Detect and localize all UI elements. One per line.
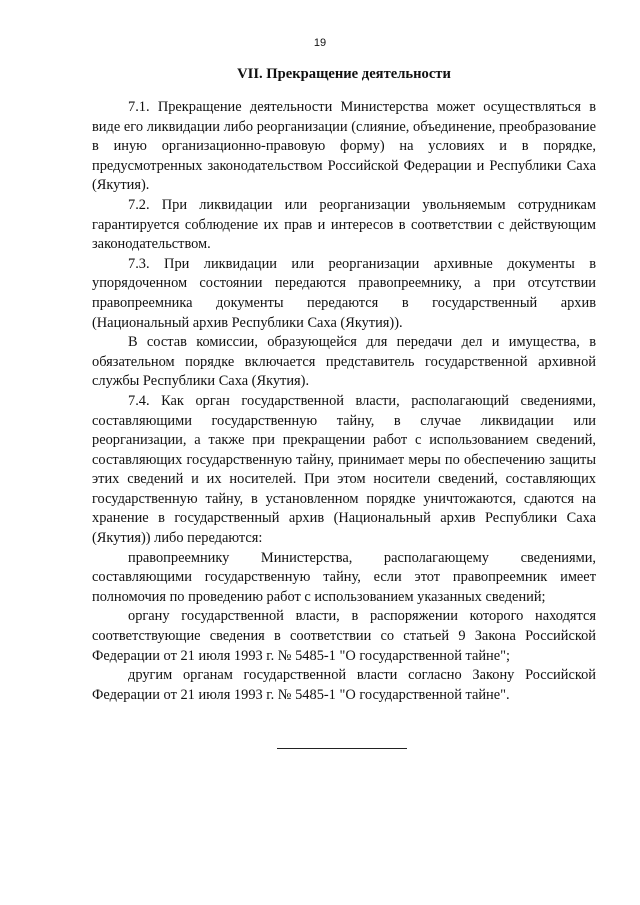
page-number: 19 bbox=[313, 37, 327, 49]
paragraph-commission: В состав комиссии, образующейся для передачи дел и имущества, в обязательном порядке включается представитель государственной архивной службы Республики Саха (Якутия). bbox=[92, 334, 596, 390]
paragraph-7-4: 7.4. Как орган государственной власти, располагающий сведениями, составляющими государственную тайну, в случае ликвидации или реорганизации, а также при прекращении работ с использованием сведений, составляющих государственную тайну, принимает меры по обеспечению защиты этих сведений и их носителей. При этом носители сведений, составляющих государственную тайну, в установленном порядке уничтожаются, сдаются на хранение в государственный архив (Национальный архив Республики Саха (Якутия)) либо передаются: bbox=[92, 392, 596, 547]
paragraph-7-3: 7.3. При ликвидации или реорганизации архивные документы в упорядоченном состоянии передаются правопреемнику, а при отсутствии правопреемника документы передаются в государственный архив (Национальный архив Республики Саха (Якутия)). bbox=[92, 255, 596, 331]
paragraph-7-1: 7.1. Прекращение деятельности Министерства может осуществляться в виде его ликвидации либо реорганизации (слияние, объединение, преобразование в иную организационно-правовую форму) на условиях и в порядке, предусмотренных законодательством Российской Федерации и Республики Саха (Якутия). bbox=[92, 99, 596, 194]
list-item-other-authorities: другим органам государственной власти согласно Закону Российской Федерации от 21 июля 1993 г. № 5485-1 "О государственной тайне". bbox=[92, 667, 596, 703]
section-title: VII. Прекращение деятельности bbox=[237, 66, 451, 82]
paragraph-7-2: 7.2. При ликвидации или реорганизации увольняемым сотрудникам гарантируется соблюдение их прав и интересов в соответствии с действующим законодательством. bbox=[92, 196, 596, 253]
list-item-state-authority: органу государственной власти, в распоряжении которого находятся соответствующие сведения в соответствии со статьей 9 Закона Российской Федерации от 21 июля 1993 г. № 5485-1 "О государственной тайне"; bbox=[92, 608, 596, 664]
list-item-successor: правопреемнику Министерства, располагающему сведениями, составляющими государственную тайну, если этот правопреемник имеет полномочия по проведению работ с использованием указанных сведений; bbox=[92, 549, 596, 605]
document-body bbox=[92, 98, 596, 705]
closing-divider bbox=[277, 748, 407, 749]
